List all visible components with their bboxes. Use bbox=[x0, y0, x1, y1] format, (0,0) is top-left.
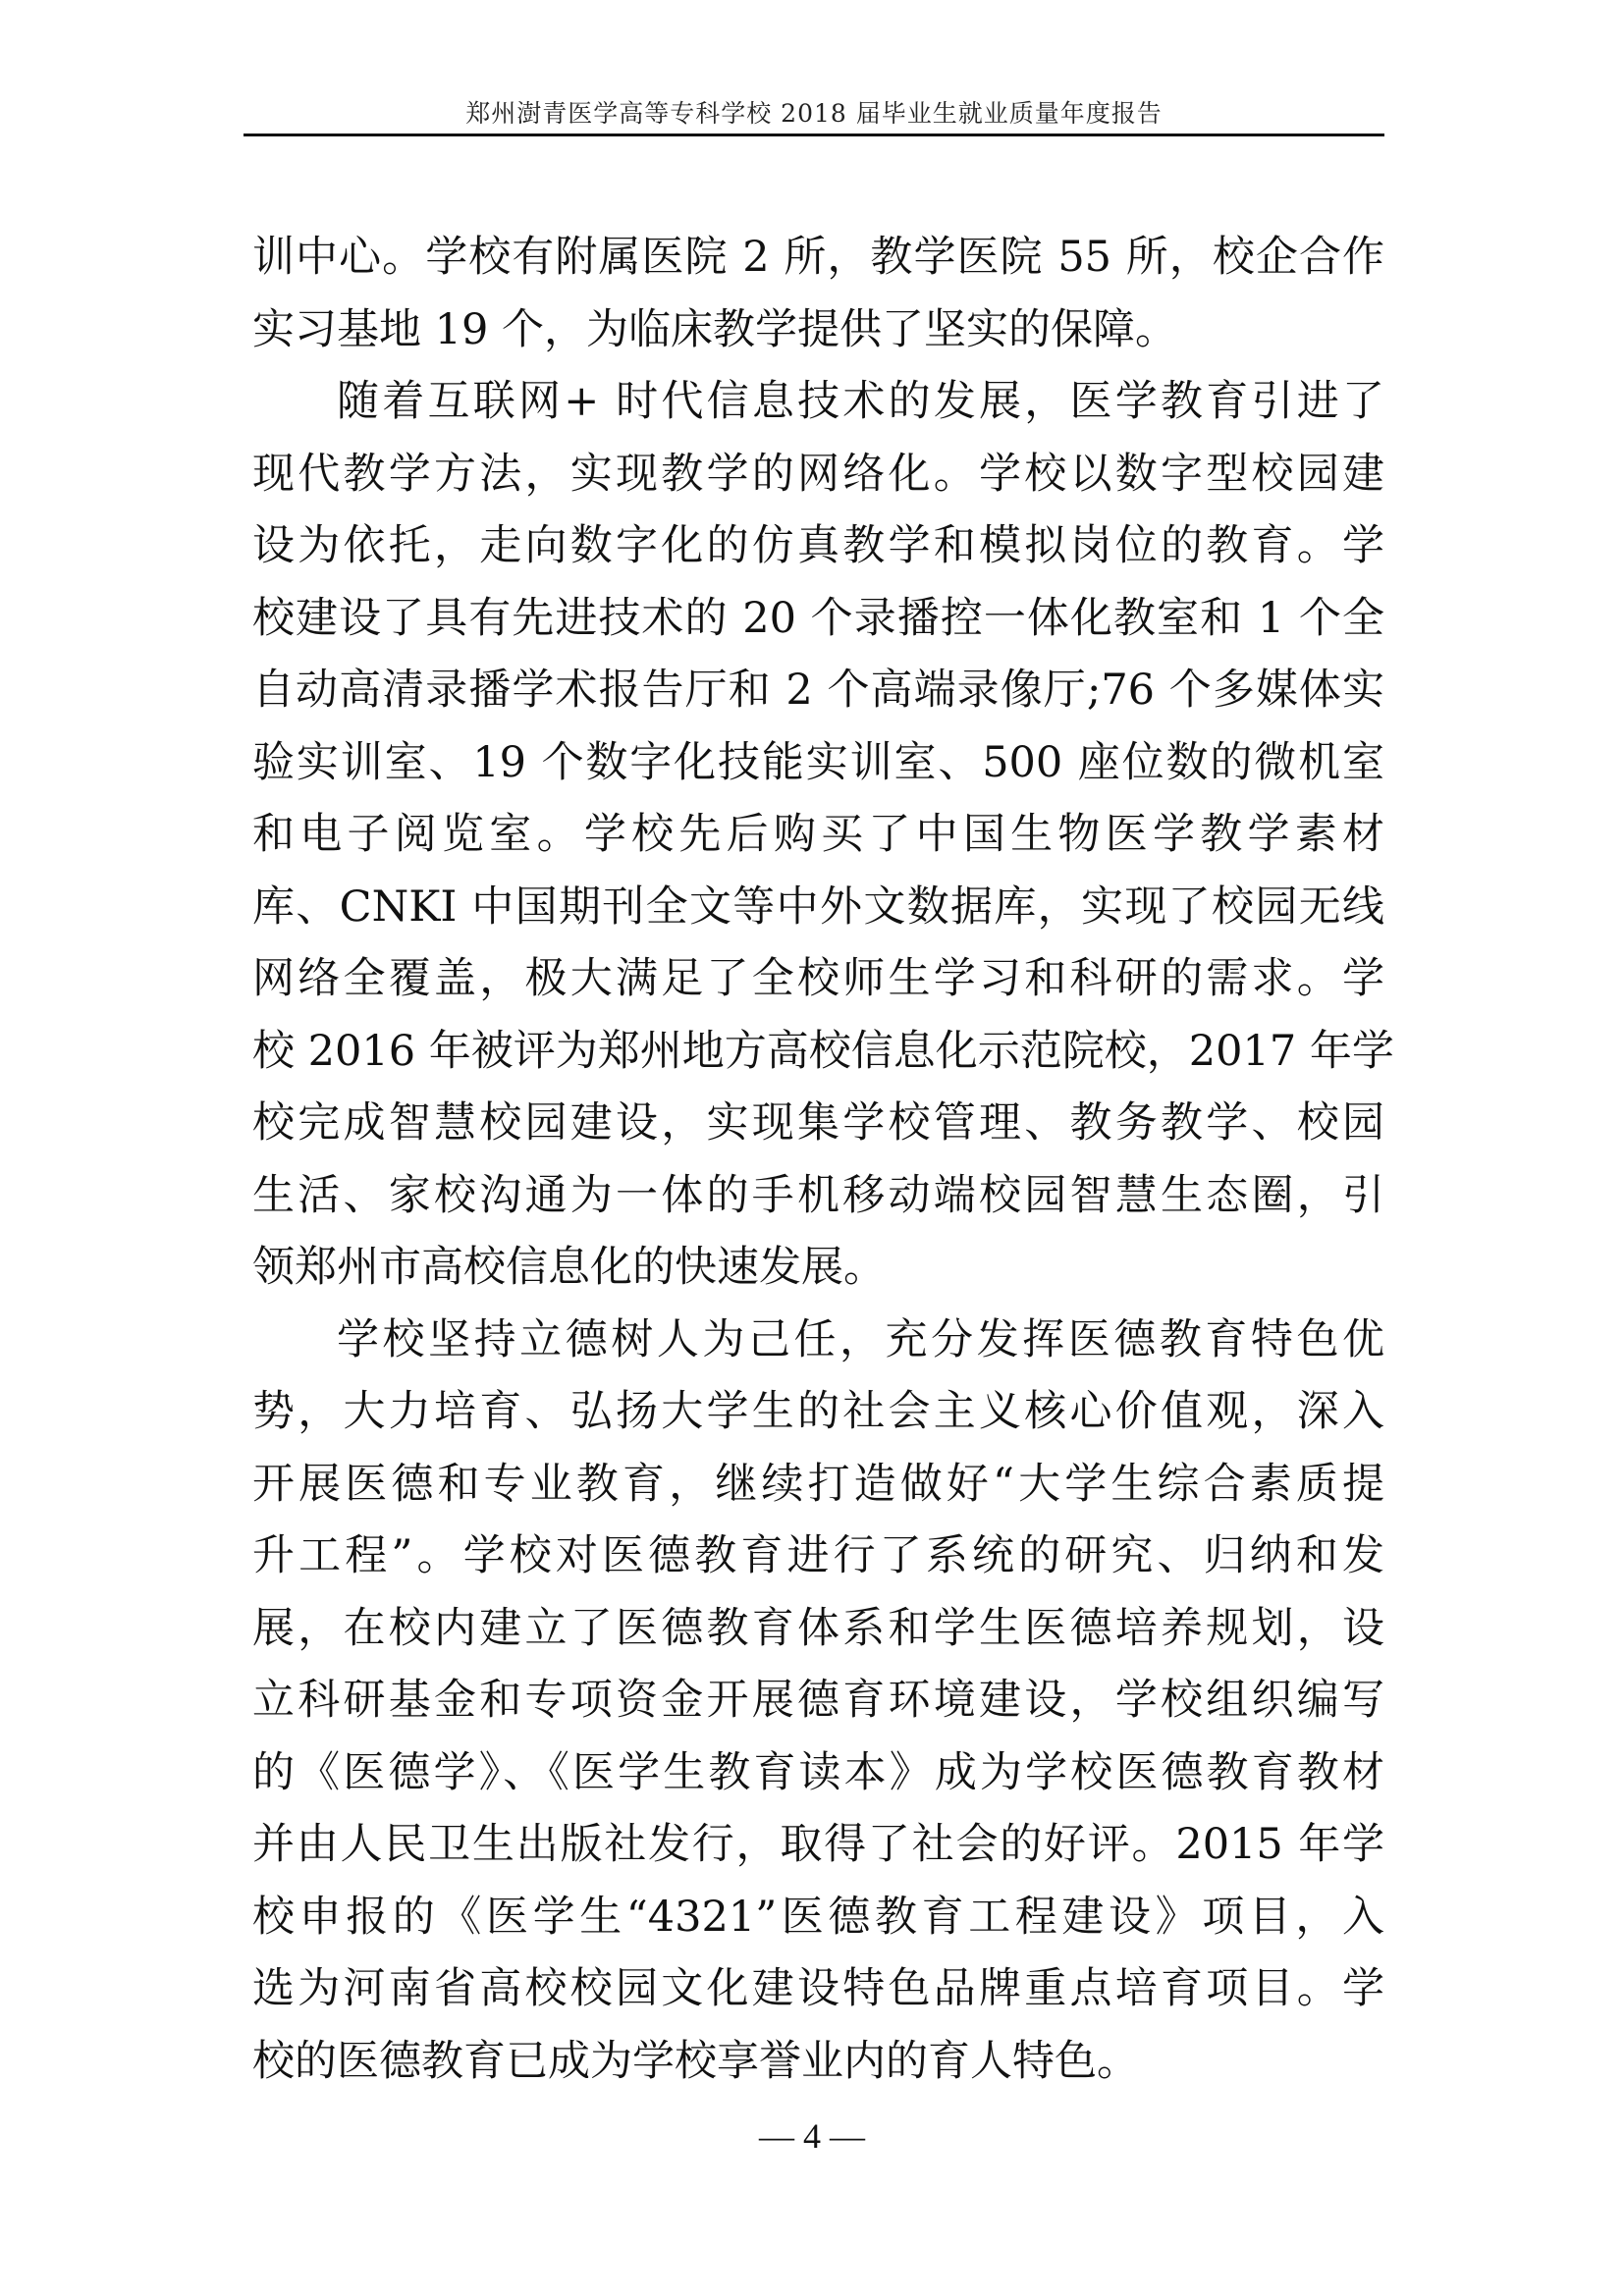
text-line: 随着互联网+ 时代信息技术的发展，医学教育引进了 bbox=[337, 377, 1384, 426]
text-line: 自动高清录播学术报告厅和 2 个高端录像厅;76 个多媒体实 bbox=[252, 666, 1384, 715]
text-line: 校建设了具有先进技术的 20 个录播控一体化教室和 1 个全 bbox=[252, 593, 1384, 643]
text-line: 库、CNKI 中国期刊全文等中外文数据库，实现了校园无线 bbox=[252, 881, 1384, 932]
text-line: 升工程”。学校对医德教育进行了系统的研究、归纳和发 bbox=[252, 1531, 1384, 1580]
text-line: 训中心。学校有附属医院 2 所，教学医院 55 所，校企合作 bbox=[252, 233, 1384, 282]
text-line: 开展医德和专业教育，继续打造做好“大学生综合素质提 bbox=[252, 1459, 1384, 1509]
text-line: 和电子阅览室。学校先后购买了中国生物医学教学素材 bbox=[252, 810, 1384, 859]
text-line: 展，在校内建立了医德教育体系和学生医德培养规划，设 bbox=[252, 1603, 1384, 1653]
header-rule bbox=[244, 133, 1384, 136]
text-line: 生活、家校沟通为一体的手机移动端校园智慧生态圈，引 bbox=[252, 1170, 1384, 1220]
text-line: 立科研基金和专项资金开展德育环境建设，学校组织编写 bbox=[252, 1676, 1384, 1725]
text-line: 现代教学方法，实现教学的网络化。学校以数字型校园建 bbox=[252, 449, 1384, 499]
text-line: 的《医德学》、《医学生教育读本》成为学校医德教育教材 bbox=[252, 1747, 1384, 1797]
text-line: 学校坚持立德树人为己任，充分发挥医德教育特色优 bbox=[337, 1314, 1384, 1364]
body-text bbox=[252, 222, 1394, 2098]
text-line: 势，大力培育、弘扬大学生的社会主义核心价值观，深入 bbox=[252, 1387, 1384, 1436]
text-line: 并由人民卫生出版社发行，取得了社会的好评。2015 年学 bbox=[252, 1820, 1384, 1869]
text-line: 校申报的《医学生“4321”医德教育工程建设》项目，入 bbox=[252, 1892, 1384, 1942]
text-line: 校的医德教育已成为学校享誉业内的育人特色。 bbox=[252, 2036, 1139, 2086]
text-line: 验实训室、19 个数字化技能实训室、500 座位数的微机室 bbox=[252, 737, 1384, 787]
text-line: 选为河南省高校校园文化建设特色品牌重点培育项目。学 bbox=[252, 1964, 1384, 2013]
text-line: 网络全覆盖，极大满足了全校师生学习和科研的需求。学 bbox=[252, 954, 1384, 1003]
page-number: — 4 — bbox=[759, 2116, 865, 2156]
text-line: 校完成智慧校园建设，实现集学校管理、教务教学、校园 bbox=[252, 1098, 1384, 1148]
text-line: 设为依托，走向数字化的仿真教学和模拟岗位的教育。学 bbox=[252, 521, 1384, 570]
text-line: 校 2016 年被评为郑州地方高校信息化示范院校，2017 年学 bbox=[252, 1026, 1394, 1076]
text-line: 实习基地 19 个，为临床教学提供了坚实的保障。 bbox=[252, 304, 1178, 354]
text-line: 领郑州市高校信息化的快速发展。 bbox=[252, 1243, 886, 1292]
running-header: 郑州澍青医学高等专科学校 2018 届毕业生就业质量年度报告 bbox=[465, 99, 1163, 128]
